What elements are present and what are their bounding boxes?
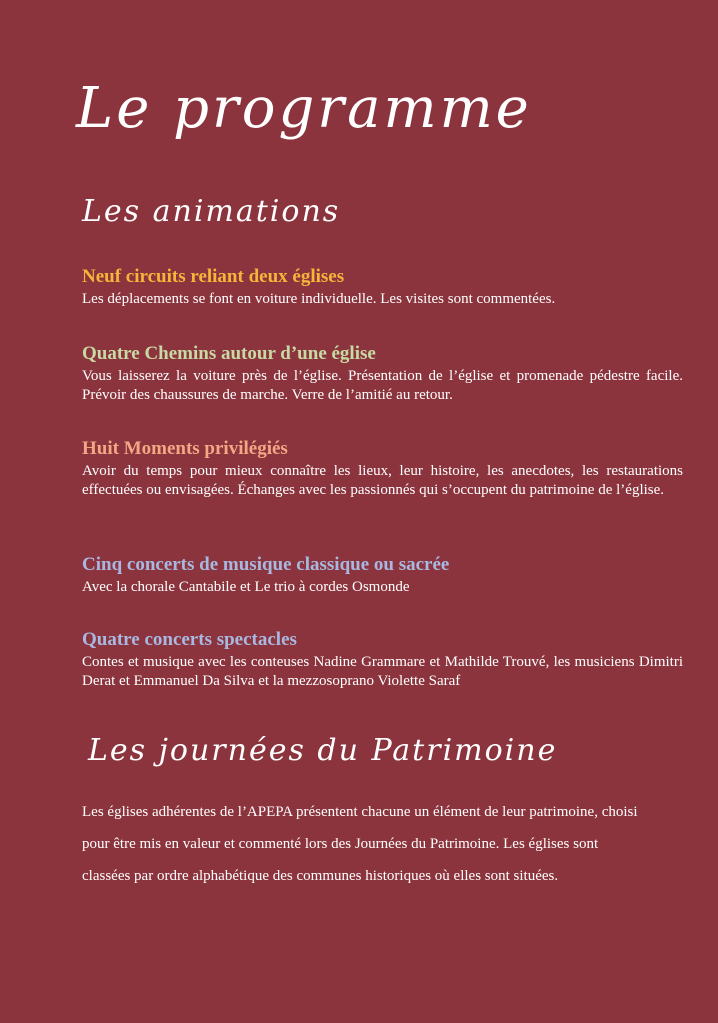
page-title: Le programme [76, 76, 532, 141]
animation-description: Contes et musique avec les conteuses Nadine Grammare et Mathilde Trouvé, les musiciens Dimitri Derat et Emmanuel Da Silva et la mezzosoprano Violette Saraf [82, 654, 683, 689]
animation-description: Les déplacements se font en voiture individuelle. Les visites sont commentées. [82, 291, 556, 307]
animation-description: Avoir du temps pour mieux connaître les lieux, leur histoire, les anecdotes, les restaurations effectuées ou envisagées. Échanges avec les passionnés qui s’occupent du patrimoine de l’église. [82, 463, 683, 498]
animation-title: Huit Moments privilégiés [82, 438, 288, 459]
animation-description: Avec la chorale Cantabile et Le trio à cordes Osmonde [82, 579, 410, 595]
animation-section-circuits [82, 266, 683, 309]
animation-title: Quatre concerts spectacles [82, 629, 297, 650]
animation-title: Neuf circuits reliant deux églises [82, 266, 345, 287]
animation-section-chemins [82, 343, 683, 405]
animations-heading: Les animations [82, 194, 341, 229]
animation-title: Cinq concerts de musique classique ou sacrée [82, 554, 450, 575]
patrimoine-description: Les églises adhérentes de l’APEPA présentent chacune un élément de leur patrimoine, choisi pour être mis en valeur et commenté lors des Journées du Patrimoine. Les églises sont classées par ordre alphabétique des communes historiques où elles sont situées. [82, 804, 638, 884]
animation-section-concerts-classiques [82, 554, 683, 597]
animation-section-concerts-spectacles [82, 629, 683, 691]
patrimoine-heading: Les journées du Patrimoine [88, 733, 558, 768]
animation-description: Vous laisserez la voiture près de l’église. Présentation de l’église et promenade pédestre facile. Prévoir des chaussures de marche. Verre de l’amitié au retour. [82, 368, 683, 403]
animation-title: Quatre Chemins autour d’une église [82, 343, 376, 364]
animation-section-moments [82, 438, 683, 500]
